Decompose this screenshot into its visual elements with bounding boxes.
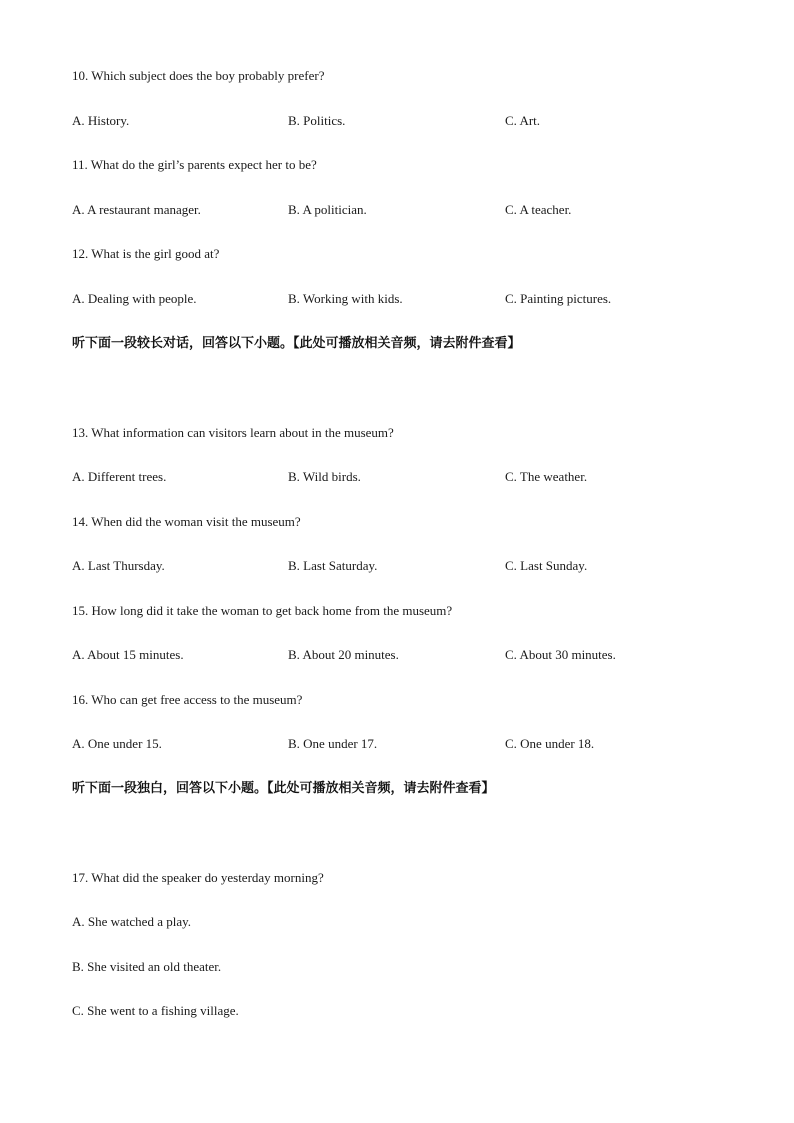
question-12: 12. What is the girl good at? bbox=[72, 246, 220, 261]
option-c: C. Art. bbox=[505, 113, 541, 128]
option-a: A. Different trees. bbox=[72, 469, 167, 484]
option-b: B. A politician. bbox=[288, 202, 367, 217]
option-b: B. Wild birds. bbox=[288, 469, 361, 484]
option-c: C. She went to a fishing village. bbox=[72, 1003, 239, 1018]
option-b: B. About 20 minutes. bbox=[288, 647, 399, 662]
option-c: C. Painting pictures. bbox=[505, 291, 612, 306]
option-b: B. Politics. bbox=[288, 113, 346, 128]
question-13-options bbox=[72, 469, 722, 485]
question-11: 11. What do the girl’s parents expect her to be? bbox=[72, 157, 317, 172]
option-a: A. One under 15. bbox=[72, 736, 162, 751]
listening-instruction-monologue: 听下面一段独白，回答以下小题。【此处可播放相关音频，请去附件查看】 bbox=[72, 781, 495, 796]
question-16: 16. Who can get free access to the museum? bbox=[72, 692, 303, 707]
option-a: A. History. bbox=[72, 113, 130, 128]
question-16-options bbox=[72, 736, 722, 752]
option-c: C. About 30 minutes. bbox=[505, 647, 616, 662]
option-b: B. Working with kids. bbox=[288, 291, 403, 306]
listening-instruction-dialogue: 听下面一段较长对话，回答以下小题。【此处可播放相关音频，请去附件查看】 bbox=[72, 336, 521, 351]
question-17: 17. What did the speaker do yesterday morning? bbox=[72, 870, 324, 885]
option-c: C. Last Sunday. bbox=[505, 558, 588, 573]
question-10-options bbox=[72, 113, 722, 129]
option-a: A. She watched a play. bbox=[72, 914, 192, 929]
question-14: 14. When did the woman visit the museum? bbox=[72, 514, 301, 529]
option-c: C. The weather. bbox=[505, 469, 588, 484]
option-b: B. Last Saturday. bbox=[288, 558, 378, 573]
question-14-options bbox=[72, 558, 722, 574]
question-12-options bbox=[72, 291, 722, 307]
option-b: B. One under 17. bbox=[288, 736, 378, 751]
question-15-options bbox=[72, 647, 722, 663]
question-15: 15. How long did it take the woman to get back home from the museum? bbox=[72, 603, 453, 618]
question-10: 10. Which subject does the boy probably prefer? bbox=[72, 68, 325, 83]
option-c: C. One under 18. bbox=[505, 736, 595, 751]
option-a: A. A restaurant manager. bbox=[72, 202, 201, 217]
option-a: A. About 15 minutes. bbox=[72, 647, 184, 662]
option-b: B. She visited an old theater. bbox=[72, 959, 222, 974]
question-13: 13. What information can visitors learn about in the museum? bbox=[72, 425, 394, 440]
question-11-options bbox=[72, 202, 722, 218]
option-a: A. Dealing with people. bbox=[72, 291, 197, 306]
option-c: C. A teacher. bbox=[505, 202, 572, 217]
option-a: A. Last Thursday. bbox=[72, 558, 165, 573]
